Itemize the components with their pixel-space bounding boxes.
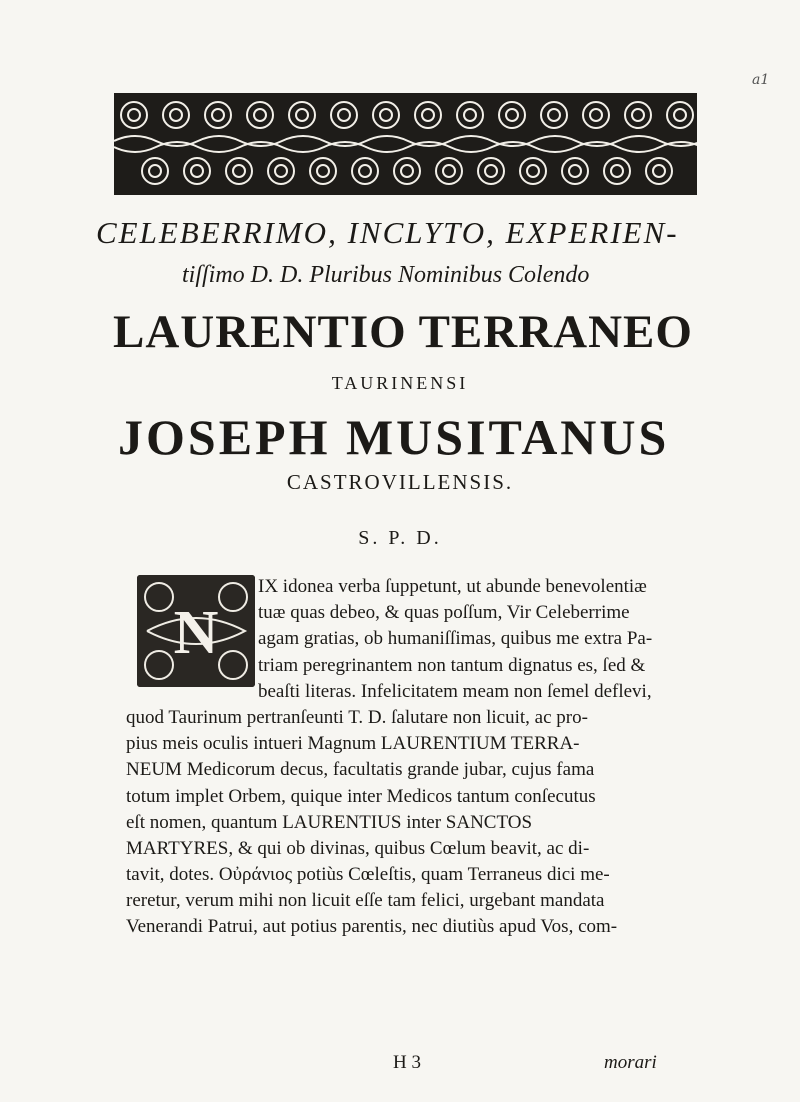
signature-mark: H 3 xyxy=(393,1052,421,1073)
body-line: Venerandi Patrui, aut potius parentis, nec diutiùs apud Vos, com- xyxy=(126,916,618,938)
salutation: S. P. D. xyxy=(358,527,442,549)
body-line: beaſti literas. Infelicitatem meam non ſemel deflevi, xyxy=(258,680,652,702)
body-line: triam peregrinantem non tantum dignatus es, ſed & xyxy=(258,654,646,676)
body-line: MARTYRES, & qui ob divinas, quibus Cœlum beavit, ac di- xyxy=(126,837,590,859)
author-name: JOSEPH MUSITANUS xyxy=(118,409,670,465)
dedication-line-1: CELEBERRIMO, INCLYTO, EXPERIEN- xyxy=(96,215,679,250)
fleuron-icon xyxy=(114,93,697,195)
dedication-line-2: tiſſimo D. D. Pluribus Nominibus Colendo xyxy=(182,262,590,288)
body-line: quod Taurinum pertranſeunti T. D. ſalutare non licuit, ac pro- xyxy=(126,706,588,728)
body-line: IX idonea verba ſuppetunt, ut abunde benevolentiæ xyxy=(258,576,647,597)
ornament-band xyxy=(114,93,697,195)
author-origin: CASTROVILLENSIS. xyxy=(286,470,514,494)
body-line: reretur, verum mihi non licuit eſſe tam felici, urgebant mandata xyxy=(126,890,605,912)
body-line: pius meis oculis intueri Magnum LAURENTIUM TERRA- xyxy=(126,733,580,755)
initial-letter: N xyxy=(173,599,219,667)
body-line: totum implet Orbem, quique inter Medicos tantum conſecutus xyxy=(126,785,596,807)
body-line: eſt nomen, quantum LAURENTIUS inter SANCTOS xyxy=(126,811,533,833)
body-line: tavit, dotes. Οὐράνιος potiùs Cœleſtis, quam Terraneus dici me- xyxy=(126,864,610,886)
dedicatee-name: LAURENTIO TERRANEO xyxy=(113,306,693,358)
catchword: morari xyxy=(604,1052,657,1073)
dedication-body xyxy=(126,574,666,941)
body-line: NEUM Medicorum decus, facultatis grande jubar, cujus fama xyxy=(126,759,595,781)
dedicatee-origin: TAURINENSI xyxy=(331,373,469,393)
page-corner-mark: a1 xyxy=(752,72,770,88)
body-line: tuæ quas debeo, & quas poſſum, Vir Celeberrime xyxy=(258,602,630,624)
body-line: agam gratias, ob humaniſſimas, quibus me extra Pa- xyxy=(258,628,653,650)
